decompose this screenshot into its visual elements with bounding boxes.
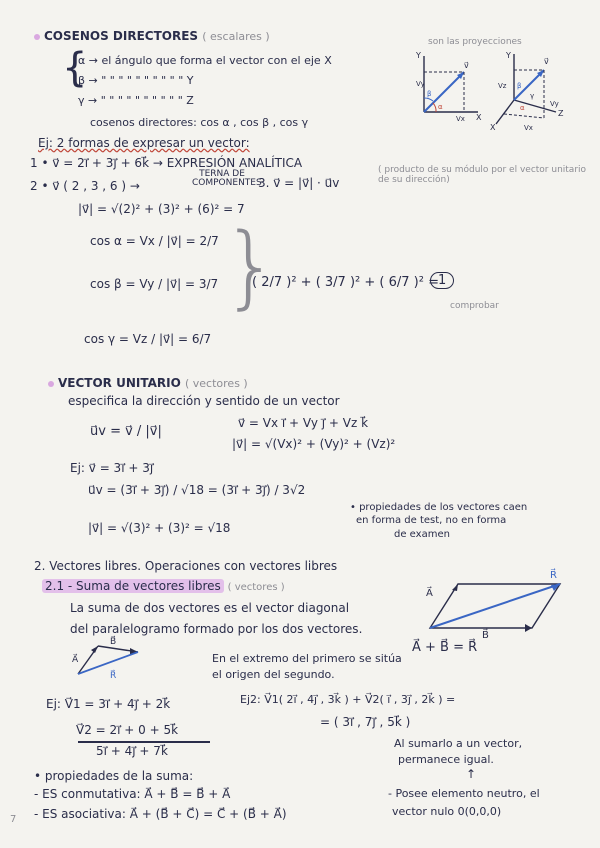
def-gamma: γ → " " " " " " " " " " Z (78, 94, 194, 107)
terna-label: TERNA DE COMPONENTES (192, 169, 262, 189)
ej1-result: 1 (430, 274, 454, 288)
triangle-note-1: En el extremo del primero se sitúa (212, 652, 402, 665)
ej1-title: Ej: 2 formas de expresar un vector: (38, 136, 250, 150)
bullet-dot (48, 381, 54, 387)
ej1-cos-beta: cos β = Vy / |v⃗| = 3/7 (90, 277, 219, 291)
tri-label-r: R⃗ (110, 671, 117, 681)
page-number: 7 (10, 814, 17, 825)
ej1-line2a: 2 • v⃗ ( 2 , 3 , 6 ) → (30, 179, 140, 193)
suma-description-2: del paralelogramo formado por los dos vectores. (70, 622, 363, 636)
tri-label-b: B⃗ (110, 637, 117, 647)
fig1-label-vy: Vy (416, 80, 425, 88)
prop-asociativa: - ES asociativa: A⃗ + (B⃗ + C⃗) = C⃗ + (B⃗ + A⃗) (34, 807, 287, 821)
vector-modulus: |v⃗| = √(Vx)² + (Vy)² + (Vz)² (232, 437, 396, 451)
sum-rule (78, 741, 210, 743)
suma-ej-v1: Ej: V⃗1 = 3i⃗ + 4j⃗ + 2k⃗ (46, 697, 171, 711)
fig2-label-beta: β (517, 82, 522, 90)
unitario-example-v: Ej: v⃗ = 3i⃗ + 3j⃗ (70, 461, 154, 475)
exam-note-1: • propiedades de los vectores caen (350, 502, 528, 513)
fig2-label-z: Z (558, 109, 564, 118)
suma-description-1: La suma de dos vectores es el vector diagonal (70, 601, 350, 615)
ej1-cos-gamma: cos γ = Vz / |v⃗| = 6/7 (84, 332, 212, 346)
section-note: ( escalares ) (202, 30, 270, 43)
fig1-label-alpha: α (438, 103, 443, 111)
subsection-suma: 2.1 - Suma de vectores libres ( vectores ) (42, 580, 285, 593)
props-title: • propiedades de la suma: (34, 769, 194, 783)
section-title-unitario: VECTOR UNITARIO ( vectores ) (48, 377, 248, 390)
exam-note-2: en forma de test, no en forma (356, 515, 507, 526)
bracket: } (222, 214, 280, 319)
tri-label-a: A⃗ (72, 655, 79, 665)
triangle-sum-figure (72, 634, 152, 682)
ej1-check: comprobar (450, 301, 499, 311)
unitario-example-u: u⃗v = (3i⃗ + 3j⃗) / √18 = (3i⃗ + 3j⃗) / 3√2 (88, 483, 306, 497)
fig1-label-y: Y (416, 51, 421, 60)
zero-note-2: vector nulo 0(0,0,0) (392, 805, 502, 818)
projection-2d-figure (416, 50, 486, 122)
neutral-note-2: permanece igual. (398, 753, 494, 766)
fig1-label-x: X (476, 113, 482, 122)
ej1-sum-squares: ( 2/7 )² + ( 3/7 )² + ( 6/7 )² = (252, 275, 439, 290)
vector-components: v⃗ = Vx i⃗ + Vy j⃗ + Vz k⃗ (238, 416, 369, 430)
unitario-description: especifica la dirección y sentido de un vector (68, 394, 340, 408)
para-label-a: A⃗ (426, 588, 433, 599)
side-note-proyecciones: son las proyecciones (428, 37, 522, 47)
triangle-note-2: el origen del segundo. (212, 668, 335, 681)
ej1-line2b: 3. v⃗ = |v⃗| · u⃗v (258, 176, 340, 190)
fig2-label-vz: Vz (498, 82, 507, 90)
section-title-libres: 2. Vectores libres. Operaciones con vectores libres (34, 559, 338, 573)
para-label-r: R⃗ (550, 570, 557, 581)
para-label-b: B⃗ (482, 630, 489, 640)
subsection-note: ( vectores ) (227, 582, 285, 593)
zero-note-1: - Posee elemento neutro, el (388, 787, 540, 800)
bullet-dot (34, 34, 40, 40)
parallelogram-figure (410, 566, 570, 640)
fig2-label-alpha: α (520, 104, 525, 112)
cosines-list: cosenos directores: cos α , cos β , cos γ (90, 116, 309, 129)
section-title-cosenos: COSENOS DIRECTORES ( escalares ) (34, 30, 270, 43)
fig2-label-vx: Vx (524, 124, 533, 132)
prop-conmutativa: - ES conmutativa: A⃗ + B⃗ = B⃗ + A⃗ (34, 787, 231, 801)
exam-note-3: de examen (394, 529, 450, 540)
curly-brace: { (62, 45, 88, 91)
fig2-label-v: v⃗ (544, 57, 549, 66)
ej1-cos-alpha: cos α = Vx / |v⃗| = 2/7 (90, 234, 219, 248)
suma-ej2-line1: Ej2: V⃗1( 2i⃗ , 4j⃗ , 3k⃗ ) + V⃗2( i⃗ , 3j⃗ , 2k⃗ ) = (240, 693, 456, 706)
suma-ej2-line2: = ( 3i⃗ , 7j⃗ , 5k⃗ ) (320, 715, 411, 729)
fig2-label-y: Y (506, 51, 511, 60)
fig1-label-beta: β (427, 90, 432, 98)
suma-ej-v2: V⃗2 = 2i⃗ + 0 + 5k⃗ (76, 723, 179, 737)
up-arrow-icon: ↑ (466, 767, 477, 781)
ej1-modulus: |v⃗| = √(2)² + (3)² + (6)² = 7 (78, 202, 245, 216)
suma-ej-result: 5i⃗ + 4j⃗ + 7k⃗ (96, 744, 168, 758)
fig2-label-vy: Vy (550, 100, 559, 108)
unitario-formula: u⃗v = v⃗ / |v⃗| (90, 424, 162, 439)
unitario-example-mod: |v⃗| = √(3)² + (3)² = √18 (88, 521, 231, 535)
ej1-note: ( producto de su módulo por el vector unitario de su dirección) (378, 165, 587, 186)
neutral-note-1: Al sumarlo a un vector, (394, 737, 523, 750)
fig1-label-v: v⃗ (464, 61, 469, 70)
section-note: ( vectores ) (184, 377, 248, 390)
fig1-label-vx: Vx (456, 115, 465, 122)
ej1-line1: 1 • v⃗ = 2i⃗ + 3j⃗ + 6k⃗ → EXPRESIÓN ANALÍTICA (30, 156, 303, 170)
fig2-label-gamma: γ (530, 92, 535, 100)
parallelogram-equation: A⃗ + B⃗ = R⃗ (412, 640, 478, 655)
def-alpha: α → el ángulo que forma el vector con el eje X (78, 54, 332, 67)
projection-3d-figure (490, 48, 570, 132)
fig2-label-x: X (490, 123, 496, 132)
def-beta: β → " " " " " " " " " " Y (78, 74, 194, 87)
